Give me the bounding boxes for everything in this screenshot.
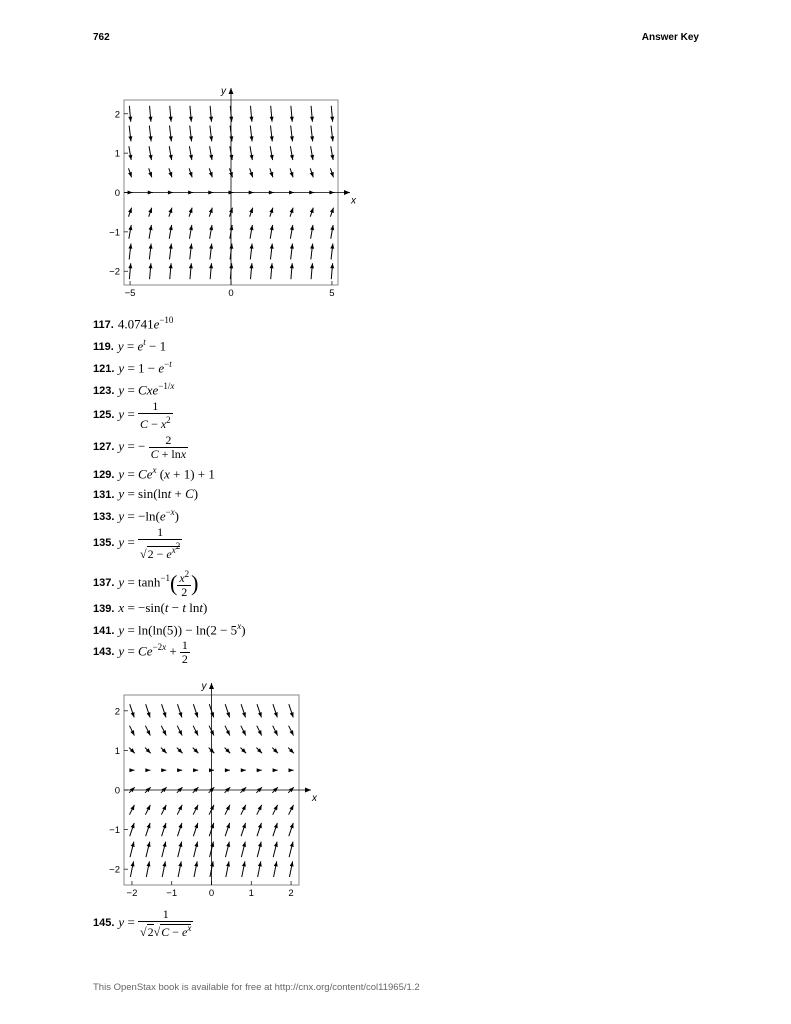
answer-number: 129. bbox=[93, 469, 115, 482]
y-tick-label: 2 bbox=[114, 706, 120, 718]
field-arrow-head bbox=[209, 172, 213, 177]
field-arrow-head bbox=[178, 861, 182, 866]
field-arrow-head bbox=[131, 823, 135, 828]
field-arrow-head bbox=[148, 172, 152, 177]
field-arrow-head bbox=[310, 208, 314, 213]
field-arrow-head bbox=[290, 823, 294, 828]
field-arrow-head bbox=[128, 155, 132, 160]
field-arrow-head bbox=[161, 768, 166, 772]
x-tick-label: −1 bbox=[166, 888, 178, 899]
direction-field-plot-2 bbox=[108, 677, 328, 897]
field-arrow-head bbox=[162, 805, 166, 810]
field-arrow-head bbox=[131, 861, 135, 866]
field-arrow-head bbox=[274, 805, 278, 810]
field-arrow-head bbox=[169, 155, 173, 160]
field-arrow-head bbox=[162, 730, 166, 735]
answer-139: 139. x = −sin(t − t lnt) bbox=[93, 600, 208, 615]
field-arrow-head bbox=[226, 861, 230, 866]
field-arrow-head bbox=[269, 172, 273, 177]
field-arrow-head bbox=[168, 172, 172, 177]
field-arrow-head bbox=[128, 172, 132, 177]
field-arrow-head bbox=[188, 191, 193, 195]
field-arrow-head bbox=[249, 191, 254, 195]
field-arrow-head bbox=[289, 191, 294, 195]
field-arrow-head bbox=[242, 805, 246, 810]
field-arrow-head bbox=[269, 191, 274, 195]
field-arrow-head bbox=[194, 861, 198, 866]
field-arrow-head bbox=[149, 225, 153, 230]
field-arrow-head bbox=[130, 805, 134, 810]
field-arrow-head bbox=[177, 768, 182, 772]
field-arrow-head bbox=[147, 712, 151, 717]
field-arrow-head bbox=[147, 823, 151, 828]
y-tick-label: −1 bbox=[109, 227, 120, 239]
field-arrow-head bbox=[274, 712, 278, 717]
direction-field-1-svg bbox=[108, 82, 368, 302]
field-arrow-head bbox=[241, 768, 246, 772]
field-arrow-head bbox=[210, 730, 214, 735]
y-axis-arrow bbox=[229, 88, 234, 94]
field-arrow-head bbox=[148, 208, 152, 213]
answer-143: 143. $y = Ce^{-2x}$ + $\frac{1}{2}$ bbox=[93, 638, 188, 666]
field-arrow-head bbox=[310, 155, 314, 160]
field-arrow-head bbox=[274, 823, 278, 828]
answer-117: 117. $4.0741e^{-10}$ bbox=[93, 315, 174, 332]
field-arrow-head bbox=[210, 712, 214, 717]
field-arrow-head bbox=[242, 730, 246, 735]
field-arrow-head bbox=[210, 823, 214, 828]
answer-121: 121. $y = 1 - e^{-t}$ bbox=[93, 359, 172, 376]
field-arrow-head bbox=[169, 225, 173, 230]
y-tick-label: 1 bbox=[114, 745, 120, 757]
field-arrow-head bbox=[258, 823, 262, 828]
field-arrow-head bbox=[194, 712, 198, 717]
field-arrow-head bbox=[148, 191, 153, 195]
x-tick-label: 0 bbox=[208, 888, 215, 899]
direction-field-plot-1 bbox=[108, 82, 368, 302]
field-arrow-head bbox=[194, 823, 198, 828]
field-arrow-head bbox=[270, 155, 274, 160]
x-tick-label: 5 bbox=[329, 288, 335, 299]
field-arrow-head bbox=[330, 208, 334, 213]
field-arrow-head bbox=[289, 805, 293, 810]
field-arrow-head bbox=[210, 805, 214, 810]
answer-number: 145. bbox=[93, 917, 115, 930]
field-arrow-head bbox=[290, 172, 294, 177]
field-arrow-head bbox=[330, 172, 334, 177]
field-arrow-head bbox=[258, 861, 262, 866]
answer-number: 117. bbox=[93, 319, 114, 332]
y-tick-label: −2 bbox=[109, 864, 120, 876]
answer-number: 119. bbox=[93, 341, 114, 354]
field-arrow-head bbox=[310, 172, 314, 177]
y-tick-label: 1 bbox=[114, 148, 120, 160]
answer-number: 133. bbox=[93, 511, 115, 524]
answer-133: 133. $y = -\ln(e^{-x})$ bbox=[93, 507, 180, 524]
field-arrow-head bbox=[146, 861, 150, 866]
answer-number: 131. bbox=[93, 489, 115, 501]
field-arrow-head bbox=[290, 861, 294, 866]
y-axis-label: y bbox=[201, 681, 207, 692]
field-arrow-head bbox=[128, 191, 133, 195]
field-arrow-head bbox=[226, 823, 230, 828]
field-arrow-head bbox=[163, 823, 167, 828]
field-arrow-head bbox=[273, 768, 278, 772]
field-arrow-head bbox=[290, 712, 294, 717]
field-arrow-head bbox=[258, 730, 262, 735]
answer-141: 141. $y = \ln(\ln(5)) - \ln(2 - 5^x)$ bbox=[93, 621, 246, 638]
answer-129: 129. $y = Ce^x$ (x + 1) + 1 bbox=[93, 465, 215, 482]
field-arrow-head bbox=[209, 225, 213, 230]
field-arrow-head bbox=[242, 861, 246, 866]
answer-number: 125. bbox=[93, 409, 115, 422]
field-arrow-head bbox=[329, 191, 334, 195]
field-arrow-head bbox=[178, 730, 182, 735]
x-axis-label: x bbox=[351, 195, 356, 207]
field-arrow-head bbox=[226, 712, 230, 717]
field-arrow-head bbox=[209, 155, 213, 160]
y-tick-label: 0 bbox=[114, 188, 120, 199]
answer-number: 127. bbox=[93, 441, 115, 454]
field-arrow-head bbox=[194, 805, 198, 810]
field-arrow-head bbox=[146, 730, 150, 735]
field-arrow-head bbox=[189, 155, 193, 160]
field-arrow-head bbox=[178, 823, 182, 828]
answer-119: 119. $y = e^t - 1$ bbox=[93, 337, 167, 354]
field-arrow-head bbox=[226, 805, 230, 810]
y-tick-label: 2 bbox=[114, 109, 120, 121]
field-arrow-head bbox=[226, 730, 230, 735]
field-arrow-head bbox=[129, 768, 134, 772]
x-tick-label: −2 bbox=[126, 888, 138, 899]
field-arrow-head bbox=[249, 208, 253, 213]
field-arrow-head bbox=[250, 155, 254, 160]
field-arrow-head bbox=[168, 208, 172, 213]
section-title: Answer Key bbox=[641, 32, 699, 43]
field-arrow-head bbox=[309, 191, 314, 195]
field-arrow-head bbox=[250, 225, 254, 230]
field-arrow-head bbox=[168, 191, 173, 195]
y-tick-label: −2 bbox=[109, 266, 120, 278]
field-arrow-head bbox=[330, 155, 334, 160]
field-arrow-head bbox=[208, 191, 213, 195]
field-arrow-head bbox=[145, 768, 150, 772]
x-tick-label: −5 bbox=[124, 288, 136, 299]
field-arrow-head bbox=[225, 768, 230, 772]
answer-number: 135. bbox=[93, 537, 115, 550]
field-arrow-head bbox=[290, 208, 294, 213]
x-axis-label: x bbox=[312, 793, 317, 804]
field-arrow-head bbox=[162, 861, 166, 866]
x-axis-arrow bbox=[344, 190, 350, 195]
answer-145: 145. y = $\frac{1}{√2√C - e^x}$ bbox=[93, 907, 192, 939]
field-arrow-head bbox=[131, 712, 135, 717]
field-arrow-head bbox=[130, 730, 134, 735]
field-arrow-head bbox=[258, 712, 262, 717]
field-arrow-head bbox=[189, 172, 193, 177]
y-axis-arrow bbox=[209, 683, 214, 689]
field-arrow-head bbox=[274, 861, 278, 866]
answer-125: 125. y = $\frac{1}{C - x^2}$ bbox=[93, 399, 171, 431]
field-arrow-head bbox=[269, 208, 273, 213]
field-arrow-head bbox=[210, 861, 214, 866]
field-arrow-head bbox=[249, 172, 253, 177]
answer-131: 131. y = sin(lnt + C) bbox=[93, 486, 199, 501]
answer-127: 127. y = − $\frac{2}{C + \ln x}$ bbox=[93, 433, 187, 461]
field-arrow-head bbox=[242, 823, 246, 828]
field-arrow-head bbox=[242, 712, 246, 717]
direction-field-2-svg bbox=[108, 677, 328, 897]
answer-number: 123. bbox=[93, 385, 115, 398]
answer-137: 137. $y = \tanh^{-1}$( $\frac{x^2}{2}$ ) bbox=[93, 569, 199, 599]
field-arrow-head bbox=[193, 768, 198, 772]
field-arrow-head bbox=[257, 768, 262, 772]
field-arrow-head bbox=[189, 225, 193, 230]
x-tick-label: 2 bbox=[288, 888, 294, 899]
answer-number: 137. bbox=[93, 577, 115, 590]
field-arrow-head bbox=[178, 712, 182, 717]
x-axis-arrow bbox=[305, 788, 311, 793]
field-arrow-head bbox=[194, 730, 198, 735]
field-arrow-head bbox=[149, 155, 153, 160]
field-arrow-head bbox=[178, 805, 182, 810]
answer-number: 121. bbox=[93, 363, 115, 376]
answer-number: 143. bbox=[93, 646, 115, 659]
field-arrow-head bbox=[330, 225, 334, 230]
x-tick-label: 1 bbox=[248, 888, 254, 899]
answer-135: 135. y = $\frac{1}{√2 - e^{x^2}}$ bbox=[93, 525, 181, 561]
x-tick-label: 0 bbox=[228, 288, 234, 299]
answer-123: 123. y = Cxe$^{-1/x}$ bbox=[93, 381, 175, 398]
answer-number: 139. bbox=[93, 603, 115, 615]
field-arrow-head bbox=[258, 805, 262, 810]
field-arrow-head bbox=[128, 208, 132, 213]
y-tick-label: −1 bbox=[109, 825, 120, 837]
field-arrow-head bbox=[163, 712, 167, 717]
field-arrow-head bbox=[310, 225, 314, 230]
field-arrow-head bbox=[274, 730, 278, 735]
field-arrow-head bbox=[189, 208, 193, 213]
field-arrow-head bbox=[289, 730, 293, 735]
field-arrow-head bbox=[146, 805, 150, 810]
field-arrow-head bbox=[289, 768, 294, 772]
footer-license: This OpenStax book is available for free at http://cnx.org/content/col11965/1.2 bbox=[93, 982, 420, 993]
answer-number: 141. bbox=[93, 625, 115, 638]
field-arrow-head bbox=[128, 225, 132, 230]
y-tick-label: 0 bbox=[114, 785, 120, 797]
field-arrow-head bbox=[290, 155, 294, 160]
field-arrow-head bbox=[290, 225, 294, 230]
y-axis-label: y bbox=[221, 86, 226, 97]
page-number: 762 bbox=[93, 32, 110, 43]
field-arrow-head bbox=[270, 225, 274, 230]
field-arrow-head bbox=[209, 208, 213, 213]
